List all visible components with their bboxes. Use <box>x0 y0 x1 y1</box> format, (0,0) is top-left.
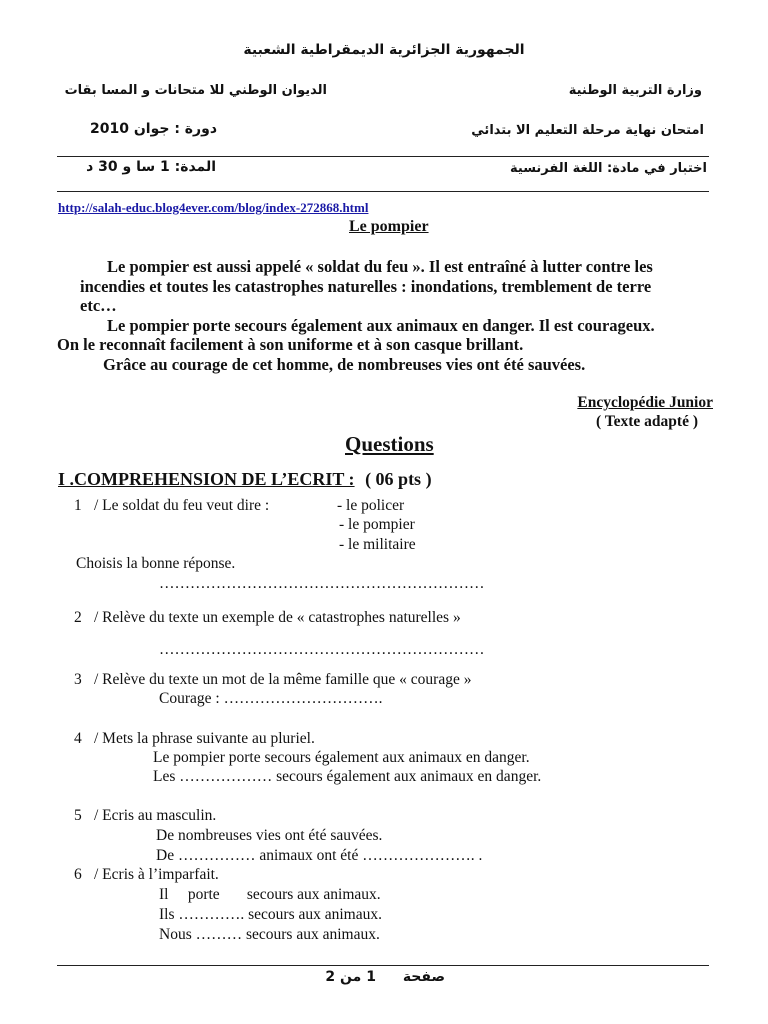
q1-option-policer: - le policer <box>337 497 405 514</box>
section-heading <box>58 469 432 490</box>
question-prompt: / Ecris à l’imparfait. <box>94 866 219 883</box>
question-3 <box>74 671 471 689</box>
text-title: Le pompier <box>349 218 429 235</box>
question-1 <box>74 497 269 515</box>
footer-page <box>325 969 445 985</box>
passage-line: Grâce au courage de cet homme, de nombreuses vies ont été sauvées. <box>103 354 586 374</box>
q5-line-2[interactable]: De …………… animaux ont été …………………. . <box>156 847 483 864</box>
q2-answer-line[interactable]: ……………………………………………………… <box>159 641 485 658</box>
section-title: I .COMPREHENSION DE L’ECRIT : <box>58 469 355 489</box>
question-number: 2 <box>74 609 82 626</box>
q6-line-1: Il porte secours aux animaux. <box>159 886 381 903</box>
header-subject: اختبار في مادة: اللغة الفرنسية <box>510 161 707 176</box>
header-republic: الجمهورية الجزائرية الديمقراطية الشعبية <box>243 42 525 58</box>
questions-heading: Questions <box>345 432 434 456</box>
footer-page-label: صفحة <box>402 969 445 985</box>
question-number: 1 <box>74 497 82 514</box>
passage-line: Le pompier porte secours également aux animaux en danger. Il est courageux. <box>107 315 655 335</box>
q6-line-2[interactable]: Ils …………. secours aux animaux. <box>159 906 382 923</box>
header-exam: امتحان نهاية مرحلة التعليم الا بتدائي <box>471 123 704 138</box>
q3-answer-line[interactable]: Courage : …………………………. <box>159 690 383 707</box>
header-session: دورة : جوان 2010 <box>89 121 217 137</box>
passage-line: incendies et toutes les catastrophes naturelles : inondations, tremblement de terre <box>80 276 652 296</box>
q4-line-1: Le pompier porte secours également aux animaux en danger. <box>153 749 530 766</box>
header-ministry: وزارة التربية الوطنية <box>568 83 702 98</box>
question-2 <box>74 609 461 627</box>
section-points: ( 06 pts ) <box>365 469 432 489</box>
question-number: 5 <box>74 807 82 824</box>
question-prompt: / Ecris au masculin. <box>94 807 217 824</box>
question-number: 3 <box>74 671 82 688</box>
q1-option-militaire: - le militaire <box>339 536 416 553</box>
passage-line: etc… <box>80 296 117 315</box>
passage-line: On le reconnaît facilement à son uniforme et à son casque brillant. <box>57 335 524 354</box>
question-number: 4 <box>74 730 82 747</box>
question-prompt: / Relève du texte un exemple de « catastrophes naturelles » <box>94 609 461 626</box>
q6-line-3[interactable]: Nous ……… secours aux animaux. <box>159 926 380 943</box>
question-prompt: / Relève du texte un mot de la même famille que « courage » <box>94 671 472 688</box>
q1-answer-line[interactable]: ……………………………………………………… <box>159 575 485 592</box>
question-number: 6 <box>74 866 82 883</box>
header-divider-bottom <box>57 191 709 192</box>
passage-line: Le pompier est aussi appelé « soldat du feu ». Il est entraîné à lutter contre les <box>107 257 653 276</box>
footer-divider <box>57 965 709 966</box>
question-5 <box>74 807 216 825</box>
q1-instruction: Choisis la bonne réponse. <box>76 555 236 572</box>
blog-link[interactable]: http://salah-educ.blog4ever.com/blog/index-272868.html <box>58 200 369 215</box>
question-prompt: / Le soldat du feu veut dire : <box>94 497 270 514</box>
question-4 <box>74 730 315 748</box>
header-divider-top <box>57 156 709 157</box>
q5-line-1: De nombreuses vies ont été sauvées. <box>156 827 383 844</box>
q4-line-2[interactable]: Les ……………… secours également aux animaux en danger. <box>153 768 542 785</box>
footer-page-of: 1 من 2 <box>325 969 376 985</box>
header-duration: المدة: 1 سا و 30 د <box>86 159 216 175</box>
header-office: الديوان الوطني للا متحانات و المسا بقات <box>64 83 327 98</box>
question-prompt: / Mets la phrase suivante au pluriel. <box>94 730 315 747</box>
text-adapted: ( Texte adapté ) <box>595 413 698 430</box>
question-6 <box>74 866 219 884</box>
reading-passage <box>57 257 712 374</box>
q1-option-pompier: - le pompier <box>339 516 415 533</box>
text-source: Encyclopédie Junior <box>577 394 713 411</box>
